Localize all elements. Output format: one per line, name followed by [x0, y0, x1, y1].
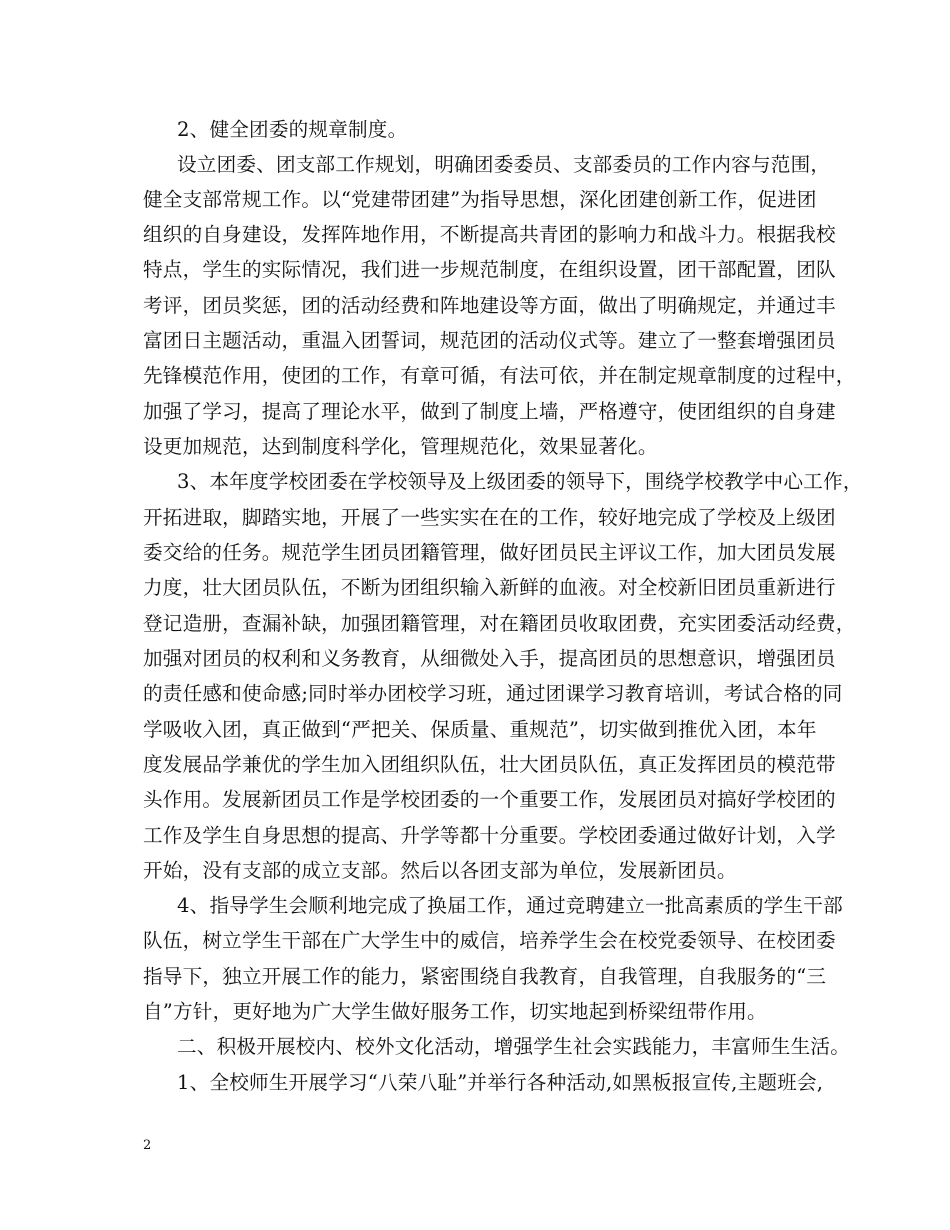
text-line: 设立团委、团支部工作规划，明确团委委员、支部委员的工作内容与范围， [177, 153, 831, 176]
text-line: 设更加规范，达到制度科学化，管理规范化，效果显著化。 [143, 435, 658, 458]
text-line: 先锋模范作用，使团的工作，有章可循，有法可依，并在制定规章制度的过程中， [143, 364, 856, 387]
text-line: 力度，壮大团员队伍，不断为团组织输入新鲜的血液。对全校新旧团员重新进行 [143, 576, 836, 599]
text-line: 登记造册，查漏补缺，加强团籍管理，对在籍团员收取团费，充实团委活动经费， [143, 612, 856, 635]
text-line: 自”方针，更好地为广大学生做好服务工作，切实地起到桥梁纽带作用。 [143, 1000, 767, 1023]
text-line: 1、全校师生开展学习“八荣八耻”并举行各种活动,如黑板报宣传,主题班会, [177, 1071, 824, 1094]
text-line: 3、本年度学校团委在学校领导及上级团委的领导下，围绕学校教学中心工作， [177, 470, 863, 493]
text-line: 2、健全团委的规章制度。 [177, 118, 408, 141]
text-line: 头作用。发展新团员工作是学校团委的一个重要工作，发展团员对搞好学校团的 [143, 788, 836, 811]
text-line: 特点，学生的实际情况，我们进一步规范制度，在组织设置，团干部配置，团队 [143, 258, 836, 281]
text-line: 的责任感和使命感;同时举办团校学习班，通过团课学习教育培训，考试合格的同 [143, 682, 843, 705]
text-line: 指导下，独立开展工作的能力，紧密围绕自我教育，自我管理，自我服务的“三 [143, 965, 827, 988]
text-line: 队伍，树立学生干部在广大学生中的威信，培养学生会在校党委领导、在校团委 [143, 929, 836, 952]
text-line: 4、指导学生会顺利地完成了换届工作，通过竞聘建立一批高素质的学生干部 [177, 894, 843, 917]
text-line: 开始，没有支部的成立支部。然后以各团支部为单位，发展新团员。 [143, 859, 737, 882]
text-line: 学吸收入团，真正做到“严把关、保质量、重规范”，切实做到推优入团，本年 [143, 718, 817, 741]
text-line: 度发展品学兼优的学生加入团组织队伍，壮大团员队伍，真正发挥团员的模范带 [143, 753, 836, 776]
text-line: 加强对团员的权利和义务教育，从细微处入手，提高团员的思想意识，增强团员 [143, 647, 836, 670]
text-line: 工作及学生自身思想的提高、升学等都十分重要。学校团委通过做好计划，入学 [143, 824, 836, 847]
text-line: 富团日主题活动，重温入团誓词，规范团的活动仪式等。建立了一整套增强团员 [143, 329, 836, 352]
text-line: 二、积极开展校内、校外文化活动，增强学生社会实践能力，丰富师生生活。 [177, 1035, 850, 1058]
text-line: 健全支部常规工作。以“党建带团建”为指导思想，深化团建创新工作，促进团 [143, 188, 817, 211]
text-line: 组织的自身建设，发挥阵地作用，不断提高共青团的影响力和战斗力。根据我校 [143, 223, 836, 246]
page-number: 2 [143, 1138, 152, 1153]
text-line: 开拓进取，脚踏实地，开展了一些实实在在的工作，较好地完成了学校及上级团 [143, 506, 836, 529]
text-line: 加强了学习，提高了理论水平，做到了制度上墙，严格遵守，使团组织的自身建 [143, 400, 836, 423]
text-line: 委交给的任务。规范学生团员团籍管理，做好团员民主评议工作，加大团员发展 [143, 541, 836, 564]
text-line: 考评，团员奖惩，团的活动经费和阵地建设等方面，做出了明确规定，并通过丰 [143, 294, 836, 317]
